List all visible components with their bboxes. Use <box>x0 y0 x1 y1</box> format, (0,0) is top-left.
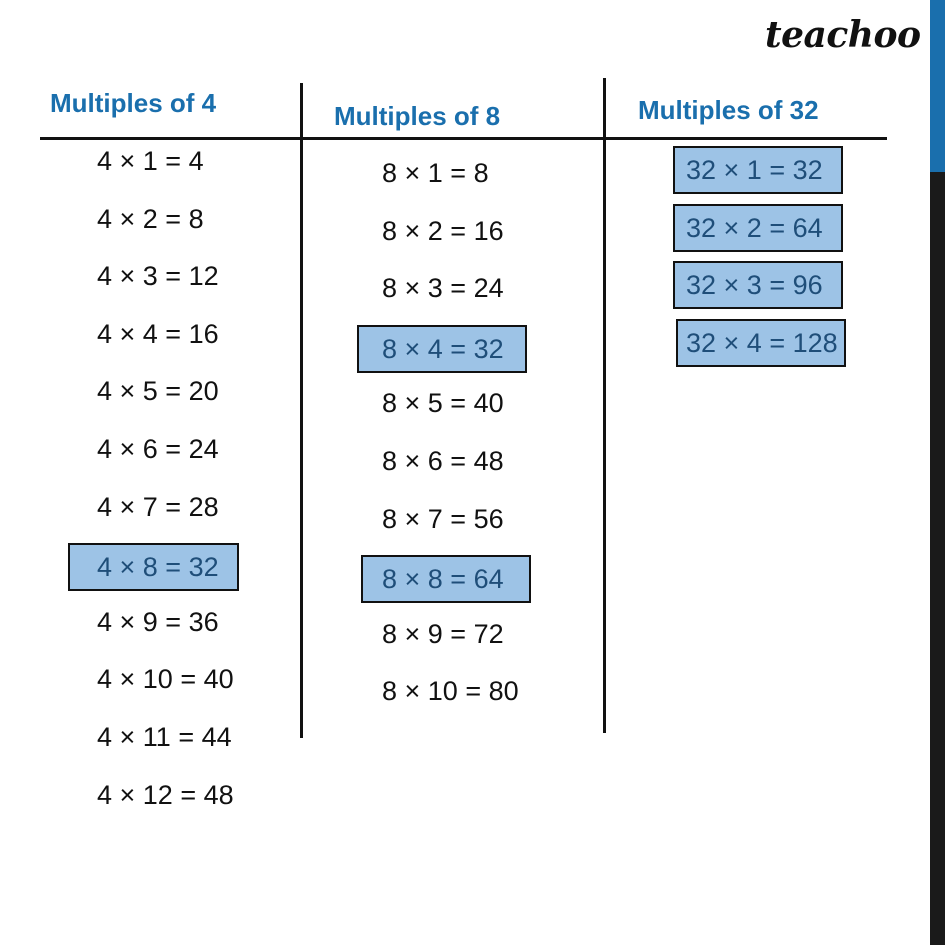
multiple-entry: 8 × 5 = 40 <box>382 388 504 419</box>
multiple-entry: 4 × 10 = 40 <box>97 664 234 695</box>
multiple-entry: 8 × 6 = 48 <box>382 446 504 476</box>
column-divider-1 <box>300 83 303 738</box>
column-divider-2 <box>603 78 606 733</box>
multiple-entry: 8 × 7 = 56 <box>382 503 504 534</box>
teachoo-logo: teachoo <box>765 14 921 56</box>
column-title-multiples-of-32: Multiples of 32 <box>638 95 819 125</box>
highlighted-multiple: 32 × 2 = 64 <box>673 204 843 252</box>
column-title-multiples-of-8: Multiples of 8 <box>334 101 501 131</box>
highlighted-multiple: 4 × 8 = 32 <box>68 543 239 591</box>
multiple-entry: 4 × 5 = 20 <box>97 376 219 407</box>
multiple-entry: 8 × 2 = 16 <box>382 215 504 246</box>
multiple-entry: 4 × 3 = 12 <box>97 261 219 292</box>
highlighted-multiple: 8 × 8 = 64 <box>361 555 531 603</box>
sidebar-accent <box>930 0 945 172</box>
highlighted-multiple: 32 × 1 = 32 <box>673 146 843 194</box>
multiple-entry: 4 × 1 = 4 <box>97 146 204 176</box>
multiple-entry: 4 × 12 = 48 <box>97 779 234 810</box>
multiple-entry: 4 × 11 = 44 <box>97 722 232 752</box>
highlighted-multiple: 32 × 4 = 128 <box>676 319 846 367</box>
multiple-entry: 8 × 1 = 8 <box>382 158 489 188</box>
multiple-entry: 8 × 9 = 72 <box>382 618 504 649</box>
highlighted-multiple: 32 × 3 = 96 <box>673 261 843 309</box>
highlighted-multiple: 8 × 4 = 32 <box>357 325 527 373</box>
header-divider <box>40 137 887 140</box>
multiple-entry: 4 × 9 = 36 <box>97 606 219 637</box>
multiple-entry: 8 × 10 = 80 <box>382 676 519 707</box>
column-title-multiples-of-4: Multiples of 4 <box>50 88 217 118</box>
multiple-entry: 4 × 2 = 8 <box>97 203 204 234</box>
multiple-entry: 4 × 6 = 24 <box>97 434 219 464</box>
multiple-entry: 4 × 7 = 28 <box>97 491 219 522</box>
multiple-entry: 8 × 3 = 24 <box>382 273 504 304</box>
multiple-entry: 4 × 4 = 16 <box>97 318 219 349</box>
